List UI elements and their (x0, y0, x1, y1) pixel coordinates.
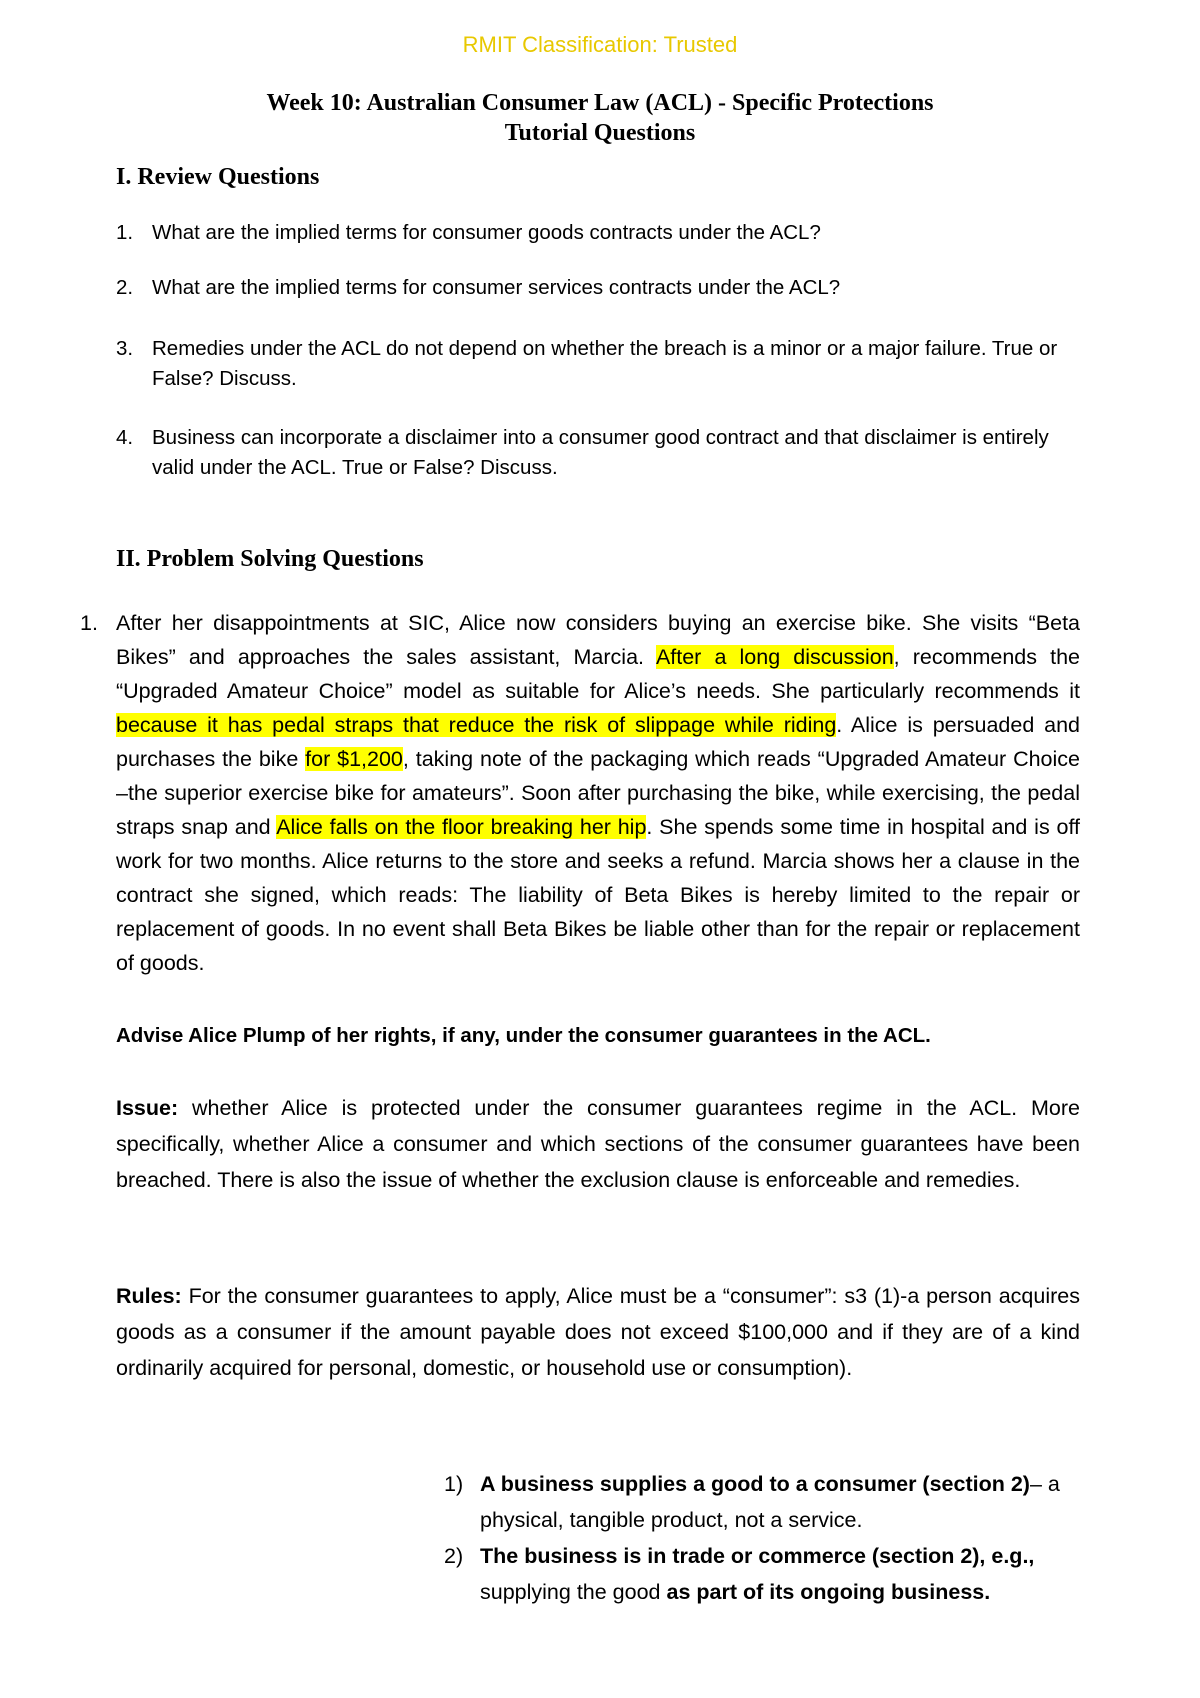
review-question-2 (116, 273, 1076, 303)
problem-solving-heading: II. Problem Solving Questions (116, 546, 424, 572)
problem-question-1 (80, 606, 1080, 980)
question-number: 4. (116, 426, 134, 449)
issue-label: Issue: (116, 1096, 179, 1120)
rules-label: Rules: (116, 1284, 182, 1308)
advise-prompt: Advise Alice Plump of her rights, if any, under the consumer guarantees in the ACL. (116, 1024, 931, 1047)
highlighted-text: because it has pedal straps that reduce the risk of slippage while riding (116, 713, 837, 737)
question-number: 2. (116, 276, 134, 299)
title-line-1: Week 10: Australian Consumer Law (ACL) - Specific Protections (266, 90, 934, 116)
scenario-text: . Alice is persuaded and purchases the bike (116, 713, 1080, 771)
title-line-2: Tutorial Questions (504, 120, 696, 146)
rules-paragraph (116, 1278, 1080, 1386)
question-text: Remedies under the ACL do not depend on whether the breach is a minor or a major failure. True or False? Discuss. (152, 337, 1058, 390)
list-item-rest: supplying the good (480, 1580, 667, 1604)
list-item-number: 1) (444, 1472, 464, 1496)
highlighted-text: Alice falls on the floor breaking her hip (276, 815, 647, 839)
question-text: What are the implied terms for consumer goods contracts under the ACL? (152, 221, 821, 244)
requirements-list (444, 1466, 1084, 1610)
list-item-rest: – a physical, tangible product, not a service. (480, 1472, 1060, 1532)
question-text: Business can incorporate a disclaimer into a consumer good contract and that disclaimer is entirely valid under the ACL. True or False? Discuss. (152, 426, 1049, 479)
list-item-bold: A business supplies a good to a consumer (section 2) (480, 1472, 1030, 1496)
question-number: 1. (116, 221, 134, 244)
highlighted-text: for $1,200 (305, 747, 403, 771)
list-item-text (480, 1466, 1084, 1538)
problem-scenario (116, 606, 1080, 980)
classification-label: RMIT Classification: Trusted (462, 32, 738, 57)
problem-number: 1. (80, 611, 98, 635)
review-question-1 (116, 218, 1076, 248)
list-item-number: 2) (444, 1544, 464, 1568)
rules-text: For the consumer guarantees to apply, Alice must be a “consumer”: s3 (1)-a person acquires goods as a consumer if the amount payable does not exceed $100,000 and if they are of a kind ordinarily acquired for personal, domestic, or household use or consumption). (116, 1284, 1080, 1380)
list-item-text (480, 1538, 1084, 1610)
highlighted-text: After a long discussion (655, 645, 894, 669)
review-question-3 (116, 334, 1076, 394)
scenario-text: After her disappointments at SIC, Alice now considers buying an exercise bike. She visits “Beta Bikes” and approaches the sales assistant, Marcia. (116, 611, 1080, 669)
review-question-4 (116, 423, 1076, 483)
document-title (0, 88, 1200, 148)
list-item (444, 1466, 1084, 1538)
scenario-text: . She spends some time in hospital and is off work for two months. Alice returns to the store and seeks a refund. Marcia shows her a clause in the contract she signed, which reads: The liability of Beta Bikes is hereby limited to the repair or replacement of goods. In no event shall Beta Bikes be liable other than for the repair or replacement of goods. (116, 815, 1080, 975)
list-item-bold-end: as part of its ongoing business. (666, 1580, 991, 1604)
list-item-bold: The business is in trade or commerce (section 2), e.g., (480, 1544, 1035, 1568)
scenario-text: , taking note of the packaging which reads “Upgraded Amateur Choice –the superior exercise bike for amateurs”. Soon after purchasing the bike, while exercising, the pedal straps snap and (116, 747, 1080, 839)
scenario-text: , recommends the “Upgraded Amateur Choice” model as suitable for Alice’s needs. She particularly recommends it (116, 645, 1081, 703)
issue-paragraph (116, 1090, 1080, 1198)
issue-text: whether Alice is protected under the consumer guarantees regime in the ACL. More specifically, whether Alice a consumer and which sections of the consumer guarantees have been breached. There is also the issue of whether the exclusion clause is enforceable and remedies. (116, 1096, 1080, 1192)
review-questions-heading: I. Review Questions (116, 164, 320, 190)
list-item (444, 1538, 1084, 1610)
question-text: What are the implied terms for consumer services contracts under the ACL? (152, 276, 841, 299)
question-number: 3. (116, 337, 134, 360)
